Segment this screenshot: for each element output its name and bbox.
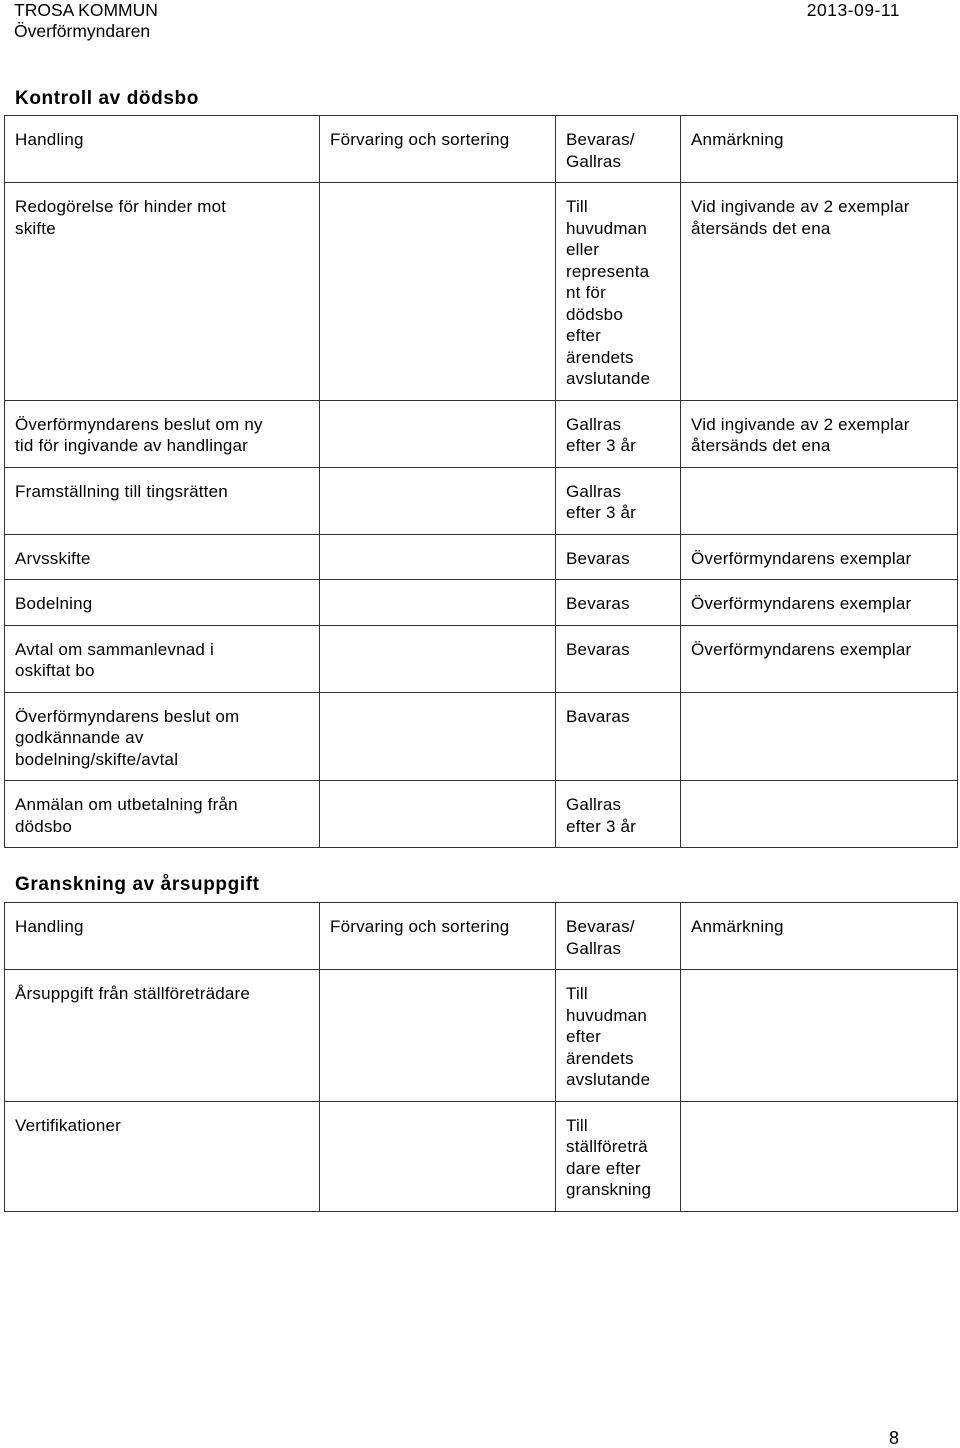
cell-bevaras: Till huvudman eller representa nt för dödsbo efter ärendets avslutande <box>556 183 681 401</box>
column-header-anmarkning: Anmärkning <box>681 903 958 970</box>
column-header-handling: Handling <box>5 116 320 183</box>
table-row <box>5 400 958 467</box>
table-row <box>5 781 958 848</box>
cell-handling: Avtal om sammanlevnad i oskiftat bo <box>5 625 320 692</box>
cell-bevaras: Bevaras <box>556 625 681 692</box>
cell-handling: Framställning till tingsrätten <box>5 467 320 534</box>
table-row <box>5 580 958 626</box>
table-row <box>5 467 958 534</box>
cell-handling: Bodelning <box>5 580 320 626</box>
cell-bevaras: Gallras efter 3 år <box>556 400 681 467</box>
cell-handling: Arvsskifte <box>5 534 320 580</box>
cell-anmarkning <box>681 781 958 848</box>
cell-anmarkning <box>681 467 958 534</box>
section-title-kontroll-av-dodsbo: Kontroll av dödsbo <box>15 88 199 109</box>
table-kontroll-av-dodsbo <box>4 115 958 848</box>
cell-anmarkning: Överförmyndarens exemplar <box>681 580 958 626</box>
org-name: TROSA KOMMUN <box>14 0 158 20</box>
cell-forvaring <box>320 970 556 1102</box>
cell-anmarkning: Vid ingivande av 2 exemplar återsänds det ena <box>681 183 958 401</box>
table-row <box>5 692 958 781</box>
cell-anmarkning: Överförmyndarens exemplar <box>681 625 958 692</box>
cell-forvaring <box>320 534 556 580</box>
cell-forvaring <box>320 1101 556 1211</box>
cell-bevaras: Bevaras <box>556 580 681 626</box>
page-number: 8 <box>888 1428 899 1448</box>
cell-handling: Anmälan om utbetalning från dödsbo <box>5 781 320 848</box>
table-row <box>5 183 958 401</box>
cell-anmarkning <box>681 970 958 1102</box>
table-row <box>5 970 958 1102</box>
cell-forvaring <box>320 580 556 626</box>
cell-forvaring <box>320 467 556 534</box>
header-row <box>5 116 958 183</box>
section-title-granskning-av-arsuppgift: Granskning av årsuppgift <box>15 874 260 895</box>
cell-handling: Årsuppgift från ställföreträdare <box>5 970 320 1102</box>
cell-forvaring <box>320 692 556 781</box>
cell-anmarkning: Vid ingivande av 2 exemplar återsänds det ena <box>681 400 958 467</box>
cell-anmarkning <box>681 1101 958 1211</box>
cell-bevaras: Gallras efter 3 år <box>556 467 681 534</box>
cell-handling: Redogörelse för hinder mot skifte <box>5 183 320 401</box>
cell-bevaras: Till ställföreträ dare efter granskning <box>556 1101 681 1211</box>
cell-bevaras: Bavaras <box>556 692 681 781</box>
header-date: 2013-09-11 <box>806 0 900 20</box>
cell-anmarkning: Överförmyndarens exemplar <box>681 534 958 580</box>
table-row <box>5 1101 958 1211</box>
table-granskning-av-arsuppgift <box>4 902 958 1212</box>
column-header-forvaring: Förvaring och sortering <box>320 116 556 183</box>
column-header-bevaras: Bevaras/ Gallras <box>556 903 681 970</box>
cell-forvaring <box>320 625 556 692</box>
cell-bevaras: Bevaras <box>556 534 681 580</box>
cell-forvaring <box>320 400 556 467</box>
header-left <box>14 0 158 42</box>
column-header-forvaring: Förvaring och sortering <box>320 903 556 970</box>
column-header-anmarkning: Anmärkning <box>681 116 958 183</box>
cell-anmarkning <box>681 692 958 781</box>
column-header-handling: Handling <box>5 903 320 970</box>
column-header-bevaras: Bevaras/ Gallras <box>556 116 681 183</box>
cell-handling: Överförmyndarens beslut om godkännande av bodelning/skifte/avtal <box>5 692 320 781</box>
cell-handling: Överförmyndarens beslut om ny tid för ingivande av handlingar <box>5 400 320 467</box>
cell-bevaras: Till huvudman efter ärendets avslutande <box>556 970 681 1102</box>
table-row <box>5 534 958 580</box>
table-row <box>5 625 958 692</box>
cell-bevaras: Gallras efter 3 år <box>556 781 681 848</box>
cell-forvaring <box>320 781 556 848</box>
cell-handling: Vertifikationer <box>5 1101 320 1211</box>
department-name: Överförmyndaren <box>14 21 151 41</box>
cell-forvaring <box>320 183 556 401</box>
header-row <box>5 903 958 970</box>
